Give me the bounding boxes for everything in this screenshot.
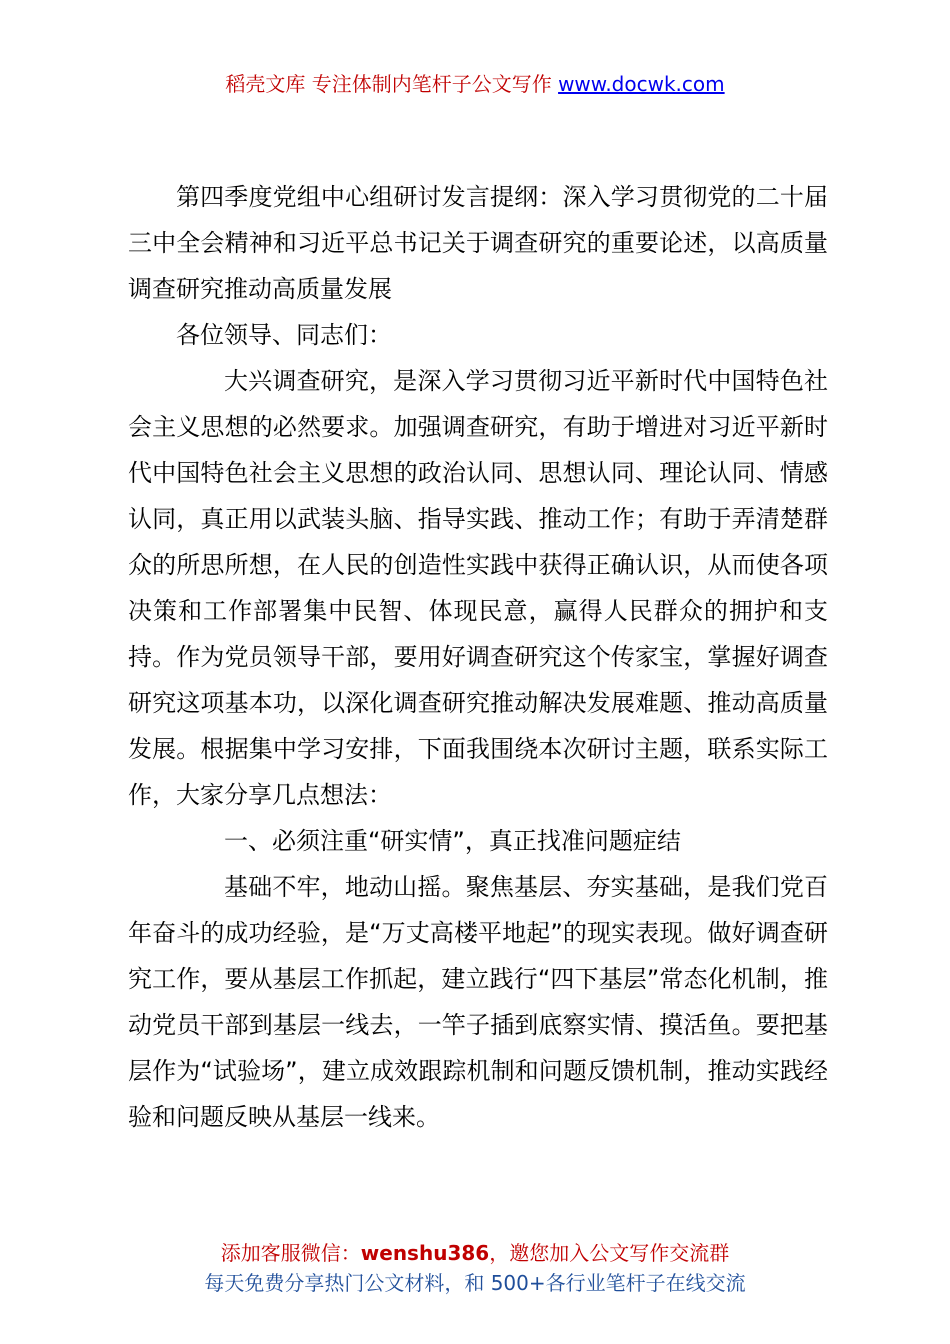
greeting: 各位领导、同志们： — [176, 321, 392, 349]
wechat-id: wenshu386 — [360, 1241, 490, 1265]
body-paragraph: 大兴调查研究，是深入学习贯彻习近平新时代中国特色社会主义思想的必然要求。加强调查研究，有助于增进对习近平新时代中国特色社会主义思想的政治认同、思想认同、理论认同、情感认同，真正用以武装头脑、指导实践、推动工作；有助于弄清楚群众的所思所想，在人民的创造性实践中获得正确认识，从而使各项决策和工作部署集中民智、体现民意，赢得人民群众的拥护和支持。作为党员领导干部，要用好调查研究这个传家宝，掌握好调查研究这项基本功，以深化调查研究推动解决发展难题、推动高质量发展。根据集中学习安排，下面我围绕本次研讨主题，联系实际工作，大家分享几点想法： — [128, 367, 828, 809]
footer-contact-suffix: ，邀您加入公文写作交流群 — [489, 1241, 730, 1265]
document-body — [128, 174, 828, 1140]
brand-text: 稻壳文库 专注体制内笔杆子公文写作 — [225, 72, 559, 96]
footer-contact-prefix: 添加客服微信： — [220, 1241, 361, 1265]
page-footer — [0, 1238, 950, 1298]
footer-contact-line — [0, 1238, 950, 1268]
footer-promo-line: 每天免费分享热门公文材料，和 500+各行业笔杆子在线交流 — [204, 1271, 746, 1295]
section-heading: 一、必须注重“研实情”，真正找准问题症结 — [224, 827, 681, 855]
body-paragraph: 基础不牢，地动山摇。聚焦基层、夯实基础，是我们党百年奋斗的成功经验，是“万丈高楼平地起”的现实表现。做好调查研究工作，要从基层工作抓起，建立践行“四下基层”常态化机制，推动党员干部到基层一线去，一竿子插到底察实情、摸活鱼。要把基层作为“试验场”，建立成效跟踪机制和问题反馈机制，推动实践经验和问题反映从基层一线来。 — [128, 873, 828, 1131]
document-title: 第四季度党组中心组研讨发言提纲：深入学习贯彻党的二十届三中全会精神和习近平总书记关于调查研究的重要论述，以高质量调查研究推动高质量发展 — [128, 183, 828, 303]
site-link[interactable]: www.docwk.com — [558, 72, 725, 96]
page-header — [0, 70, 950, 98]
